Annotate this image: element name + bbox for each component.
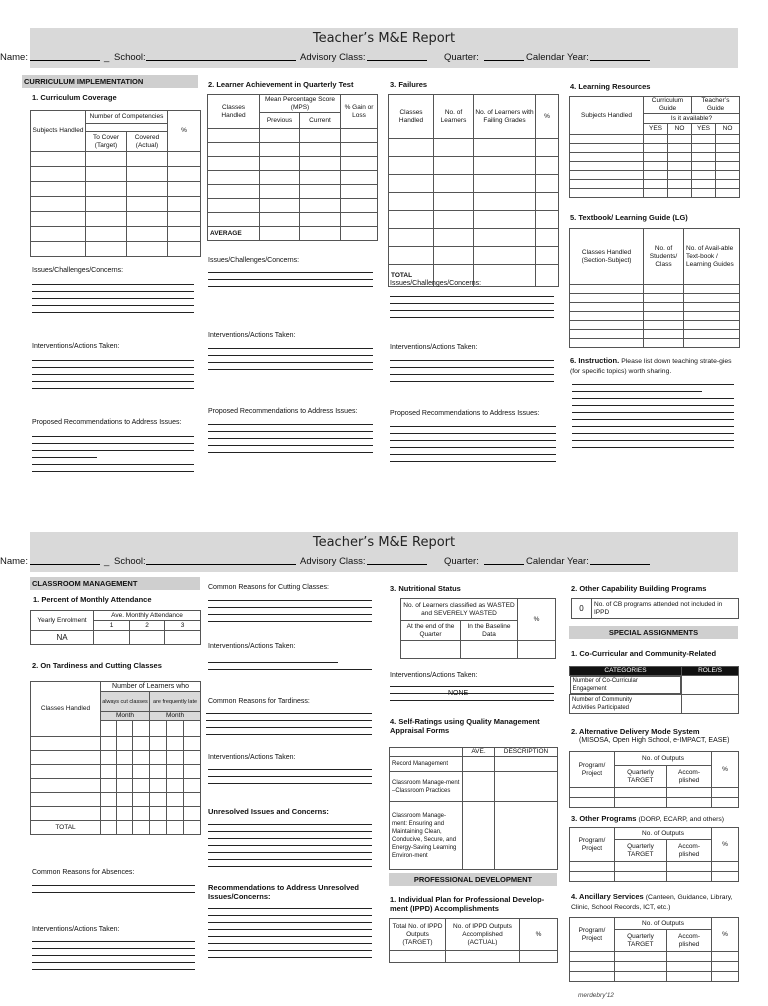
year-label: Calendar Year: (526, 52, 589, 63)
cutting-lines[interactable] (208, 594, 372, 622)
school-label: School: (114, 556, 146, 567)
coverage-heading: 1. Curriculum Coverage (32, 93, 117, 102)
other-cap-table (571, 598, 739, 619)
interventions-lines-b3[interactable] (208, 763, 372, 784)
col-current: Current (300, 113, 341, 129)
ancillary-title: 4. Ancillary Services (571, 892, 644, 901)
underscore: _ (104, 556, 110, 567)
no-2: NO (716, 124, 740, 135)
attendance-table (30, 610, 201, 645)
issues-label-2: Issues/Challenges/Concerns: (208, 257, 300, 264)
col-number: Number of Competencies (86, 111, 168, 124)
col-end-quarter: At the end of the Quarter (401, 621, 461, 641)
cocurr-heading: 1. Co-Curricular and Community-Related (571, 649, 717, 658)
unresolved-lines[interactable] (208, 818, 372, 867)
col-available-textbooks: No. of Avail-able Text-book / Learning Guides (684, 229, 740, 285)
col-yearly: Yearly Enrolment (31, 611, 94, 631)
ancillary-table (569, 917, 739, 982)
col-mps: Mean Percentage Score (MPS) (260, 95, 341, 113)
ippd-heading: 1. Individual Plan for Professional Develop-ment (IPPD) Accomplishments (390, 895, 545, 913)
instruction-lines[interactable] (572, 378, 734, 448)
curriculum-header: CURRICULUM IMPLEMENTATION (22, 75, 198, 88)
col-available: Is it available? (644, 114, 740, 124)
name-label: Name: (0, 52, 28, 63)
classroom-header: CLASSROOM MANAGEMENT (30, 577, 200, 590)
report-title-2: Teacher’s M&E Report (312, 535, 456, 550)
no-1: NO (668, 124, 692, 135)
ippd-table (389, 918, 558, 963)
cocurr-table (569, 666, 739, 714)
achievement-table (207, 94, 378, 241)
quarter-field[interactable] (484, 52, 524, 61)
advisory-label: Advisory Class: (300, 556, 366, 567)
instruction-text: Please list down teaching strate-gies (for specific topics) worth sharing. (570, 358, 732, 375)
interventions-label-1: Interventions/Actions Taken: (32, 343, 120, 350)
col-classes: Classes Handled (Section-Subject) (570, 229, 644, 285)
interventions-label-b1: Interventions/Actions Taken: (32, 926, 120, 933)
col-target: Quarterly TARGET (615, 840, 667, 862)
col-ave-monthly: Ave. Monthly Attendance (94, 611, 201, 621)
adm-sub: (MISOSA, Open High School, e-IMPACT, EASE) (579, 737, 730, 744)
year-field[interactable] (590, 52, 650, 61)
name-field[interactable] (30, 556, 100, 565)
other-prog-title: 3. Other Programs (571, 814, 637, 823)
nutrition-heading: 3. Nutritional Status (390, 584, 461, 593)
col-description: DESCRIPTION (495, 748, 558, 757)
coverage-table (30, 110, 201, 257)
month-cut: Month (101, 712, 150, 721)
col-number: Number of Learners who (101, 682, 201, 692)
recommend-lines-3[interactable] (390, 420, 556, 462)
col-accomplished: Accom-plished (667, 840, 712, 862)
name-line (0, 52, 768, 64)
recommend-lines-2[interactable] (208, 418, 373, 453)
school-field[interactable] (146, 556, 296, 565)
col-program: Program/ Project (570, 828, 615, 862)
ratings-heading: 4. Self-Ratings using Quality Management Appraisal Forms (390, 717, 540, 735)
advisory-field[interactable] (367, 556, 427, 565)
total-row: TOTAL (389, 265, 434, 287)
ancillary-heading (571, 892, 739, 912)
col-curriculum-guide: Curriculum Guide (644, 97, 692, 114)
interventions-label-2: Interventions/Actions Taken: (208, 332, 296, 339)
col-previous: Previous (260, 113, 300, 129)
col-outputs: No. of Outputs (615, 918, 712, 930)
recommend-label-1: Proposed Recommendations to Address Issues: (32, 419, 182, 426)
failures-heading: 3. Failures (390, 80, 428, 89)
attendance-heading: 1. Percent of Monthly Attendance (33, 595, 152, 604)
rating-row: Classroom Manage-ment –Classroom Practices (390, 772, 463, 802)
name-line-2 (0, 556, 768, 568)
col-classes: Classes Handled (31, 682, 101, 737)
resources-heading: 4. Learning Resources (570, 82, 651, 91)
name-field[interactable] (30, 52, 100, 61)
col-pct: % (168, 111, 201, 152)
quarter-label: Quarter: (444, 556, 479, 567)
cocurr-row: Number of Co-Curricular Engagement (572, 678, 638, 692)
col-subjects: Subjects Handled (31, 111, 86, 152)
interventions-label-b3: Interventions/Actions Taken: (208, 754, 296, 761)
cutting-label: Common Reasons for Cutting Classes: (208, 584, 329, 591)
interventions-label-b2: Interventions/Actions Taken: (208, 643, 296, 650)
col-accomplished: No. of IPPD Outputs Accomplished (ACTUAL) (446, 919, 520, 951)
advisory-label: Advisory Class: (300, 52, 366, 63)
issues-lines-2[interactable] (208, 266, 373, 287)
resources-table (569, 96, 740, 198)
tardy-lines[interactable] (206, 707, 372, 735)
instruction-heading (570, 356, 742, 376)
col-accomplished: Accom-plished (667, 930, 712, 952)
year-field[interactable] (590, 556, 650, 565)
recommend-unresolved-lines[interactable] (208, 902, 372, 958)
total-row: TOTAL (31, 821, 101, 835)
interventions-label-3: Interventions/Actions Taken: (390, 344, 478, 351)
absences-lines[interactable] (32, 879, 195, 893)
interventions-lines-2[interactable] (208, 342, 373, 370)
interventions-lines-b4[interactable] (390, 680, 554, 701)
yes-1: YES (644, 124, 668, 135)
other-cap-heading: 2. Other Capability Building Programs (571, 584, 707, 593)
col-classified: No. of Learners classified as WASTED and SEVERELY WASTED (401, 599, 518, 621)
unresolved-heading: Unresolved Issues and Concerns: (208, 807, 329, 816)
col-target: Quarterly TARGET (615, 930, 667, 952)
rating-row: Record Management (390, 757, 463, 772)
other-prog-heading (571, 814, 724, 824)
recommend-unresolved-heading: Recommendations to Address Unresolved Issues/Concerns: (208, 883, 360, 901)
col-categories: CATEGORIES (570, 667, 682, 676)
none-text: NONE (448, 690, 469, 697)
absences-label: Common Reasons for Absences: (32, 869, 135, 876)
col-classes: Classes Handled (389, 95, 434, 139)
issues-label-3: Issues/Challenges/Concerns: (390, 280, 482, 287)
tardiness-table (30, 681, 201, 835)
cb-count: 0 (572, 599, 592, 619)
achievement-heading: 2. Learner Achievement in Quarterly Test (208, 80, 354, 89)
col-pct: % (712, 918, 739, 952)
col-failing: No. of Learners with Failing Grades (474, 95, 536, 139)
issues-label-1: Issues/Challenges/Concerns: (32, 267, 124, 274)
col-total-ippd: Total No. of IPPD Outputs (TARGET) (390, 919, 446, 951)
signature-text: merdebry'12 (578, 992, 614, 999)
average-row: AVERAGE (208, 227, 260, 241)
col-subjects: Subjects Handled (570, 97, 644, 135)
recommend-lines-1[interactable] (32, 430, 194, 472)
col-students: No. of Students/ Class (644, 229, 684, 285)
ancillary-sub: (Canteen, Guidance, Library, Clinic, School Records, ICT, etc.) (571, 894, 733, 911)
col-pct: % (520, 919, 558, 951)
col-learners: No. of Learners (434, 95, 474, 139)
col-pct: % (536, 95, 559, 139)
advisory-field[interactable] (367, 52, 427, 61)
cocurr-row: Number of Community Activities Participated (572, 697, 633, 711)
month-2: 2 (130, 621, 165, 631)
recommend-label-3: Proposed Recommendations to Address Issues: (390, 410, 540, 417)
col-ave: AVE. (463, 748, 495, 757)
col-roles: ROLE/S (682, 667, 739, 676)
col-gain: % Gain or Loss (341, 95, 378, 129)
col-covered: Covered (Actual) (127, 132, 168, 152)
tardy-label: Common Reasons for Tardiness: (208, 698, 310, 705)
col-target: Quarterly TARGET (615, 766, 667, 788)
month-late: Month (150, 712, 201, 721)
school-field[interactable] (146, 52, 296, 61)
col-cut: always cut classes (101, 692, 150, 712)
cb-description: No. of CB programs attended not included in IPPD (592, 599, 739, 619)
quarter-field[interactable] (484, 556, 524, 565)
adm-table (569, 751, 739, 808)
col-program: Program/ Project (570, 918, 615, 952)
col-classes: Classes Handled (208, 95, 260, 129)
col-target: To Cover (Target) (86, 132, 127, 152)
month-3: 3 (165, 621, 201, 631)
year-label: Calendar Year: (526, 556, 589, 567)
issues-lines-3[interactable] (390, 290, 554, 318)
interventions-lines-3[interactable] (390, 354, 554, 382)
issues-lines-1[interactable] (32, 278, 194, 313)
adm-heading: 2. Alternative Delivery Mode System (571, 727, 700, 736)
ratings-table (389, 747, 558, 870)
instruction-title: 6. Instruction. (570, 356, 620, 365)
interventions-lines-b2[interactable] (208, 656, 372, 670)
col-pct: % (712, 828, 739, 862)
quarter-label: Quarter: (444, 52, 479, 63)
textbook-heading: 5. Textbook/ Learning Guide (LG) (570, 213, 688, 222)
failures-table (388, 94, 559, 287)
interventions-lines-b1[interactable] (32, 935, 195, 970)
col-late: are frequently late (150, 692, 201, 712)
col-teachers-guide: Teacher’s Guide (692, 97, 740, 114)
col-program: Program/ Project (570, 752, 615, 788)
interventions-lines-1[interactable] (32, 354, 194, 389)
underscore: _ (104, 52, 110, 63)
nutrition-table (400, 598, 556, 659)
school-label: School: (114, 52, 146, 63)
recommend-label-2: Proposed Recommendations to Address Issues: (208, 408, 358, 415)
other-prog-sub: (DORP, ECARP, and others) (638, 816, 725, 823)
name-label: Name: (0, 556, 28, 567)
col-pct: % (712, 752, 739, 788)
col-baseline: In the Baseline Data (461, 621, 518, 641)
month-1: 1 (94, 621, 130, 631)
report-title: Teacher’s M&E Report (312, 31, 456, 46)
col-pct: % (518, 599, 556, 641)
col-accomplished: Accom-plished (667, 766, 712, 788)
interventions-label-b4: Interventions/Actions Taken: (390, 672, 478, 679)
enrolment-value: NA (31, 631, 94, 645)
special-header: SPECIAL ASSIGNMENTS (569, 626, 738, 639)
rating-row: Classroom Manage-ment: Ensuring and Maintaining Clean, Conducive, Secure, and Energy-Saving Learning Environ-ment (390, 802, 463, 870)
tardiness-heading: 2. On Tardiness and Cutting Classes (32, 661, 162, 670)
prof-dev-header: PROFESSIONAL DEVELOPMENT (389, 873, 557, 886)
textbook-table (569, 228, 740, 348)
other-prog-table (569, 827, 739, 882)
col-outputs: No. of Outputs (615, 828, 712, 840)
yes-2: YES (692, 124, 716, 135)
col-outputs: No. of Outputs (615, 752, 712, 766)
